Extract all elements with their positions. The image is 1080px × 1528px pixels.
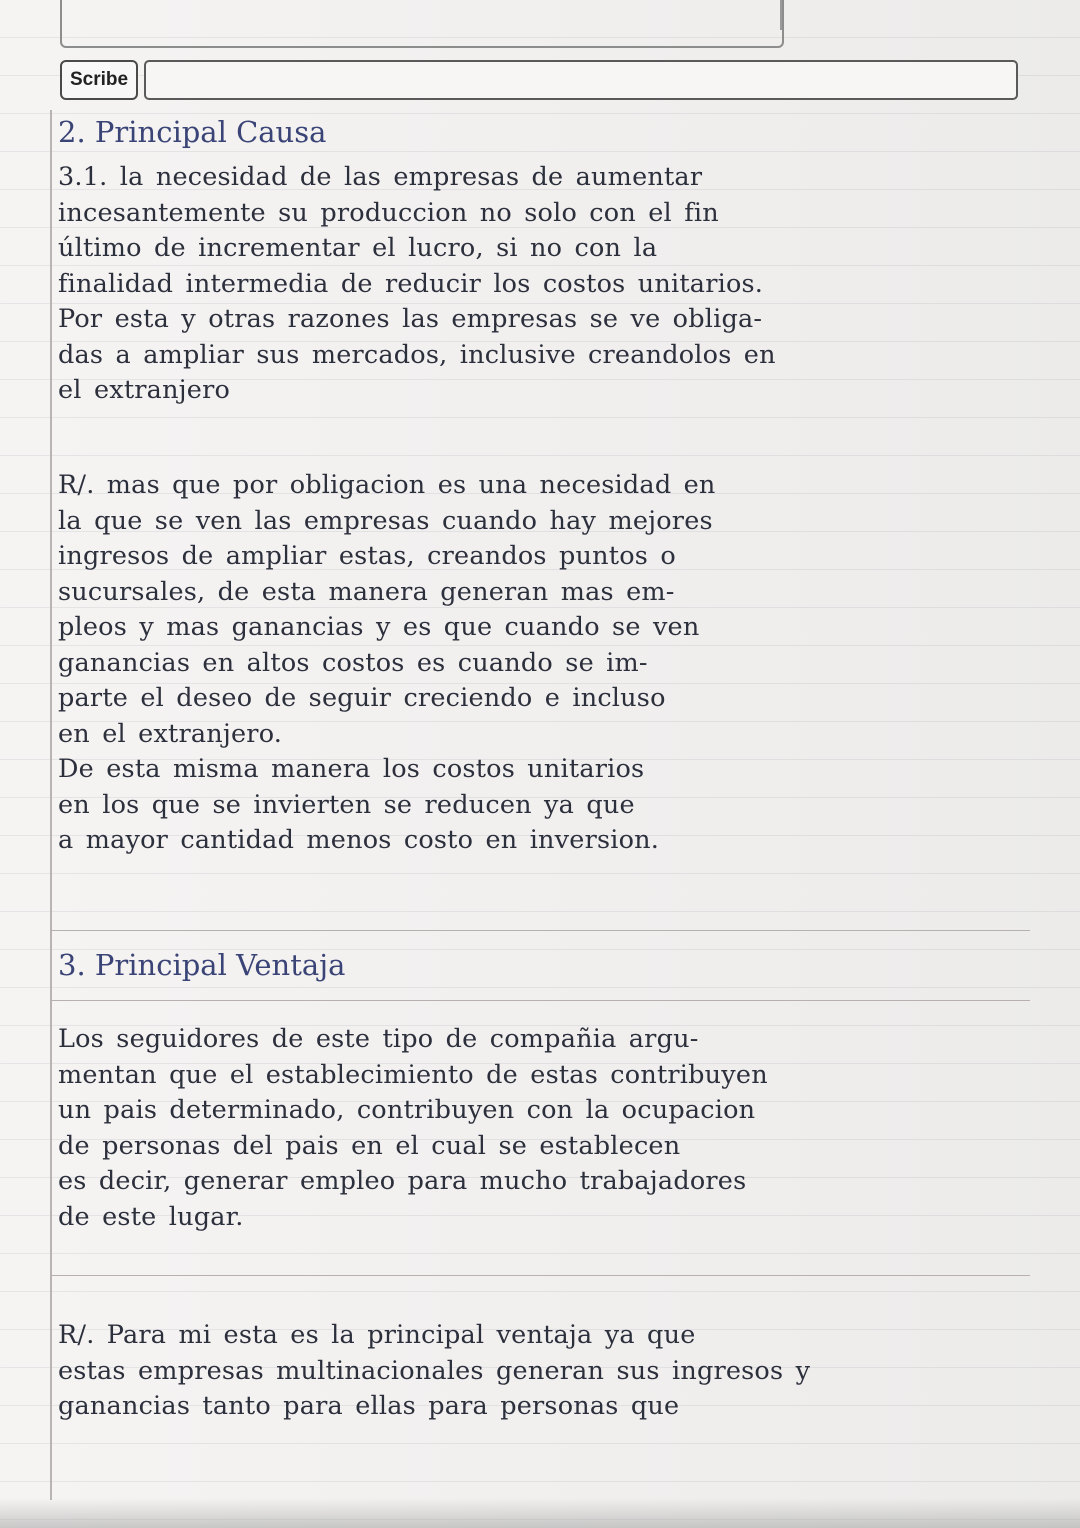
top-frame-right	[780, 0, 1080, 30]
text-line: es decir, generar empleo para mucho trabajadores	[58, 1166, 747, 1196]
scribe-field	[144, 60, 1018, 100]
text-line: mentan que el establecimiento de estas contribuyen	[58, 1059, 768, 1090]
paragraph-ventaja	[58, 1022, 1018, 1235]
text-line: incesantemente su produccion no solo con el fin	[58, 197, 719, 228]
text-line: ganancias tanto para ellas para personas que	[58, 1391, 680, 1421]
scribe-label: Scribe	[60, 60, 138, 100]
paragraph-3-1	[58, 160, 1018, 409]
text-line: parte el deseo de seguir creciendo e incluso	[58, 683, 666, 713]
paragraph-answer-causa	[58, 468, 1018, 859]
text-line: R/. Para mi esta es la principal ventaja ya que	[58, 1320, 696, 1350]
text-line: en el extranjero.	[58, 718, 283, 749]
text-line: ingresos de ampliar estas, creandos puntos o	[58, 541, 676, 571]
top-frame	[60, 0, 784, 48]
margin-line	[50, 110, 52, 1500]
section-divider	[50, 1275, 1030, 1276]
text-line: en los que se invierten se reducen ya que	[58, 789, 635, 820]
text-line: De esta misma manera los costos unitarios	[58, 754, 645, 784]
text-line: Por esta y otras razones las empresas se ve obliga-	[58, 304, 763, 334]
text-line: de personas del pais en el cual se establecen	[58, 1130, 681, 1161]
text-line: de este lugar.	[58, 1201, 244, 1232]
text-line: estas empresas multinacionales generan sus ingresos y	[58, 1355, 811, 1386]
text-line: el extranjero	[58, 375, 231, 405]
text-line: último de incrementar el lucro, si no con la	[58, 233, 658, 263]
section-divider	[50, 930, 1030, 931]
text-line: das a ampliar sus mercados, inclusive creandolos en	[58, 339, 776, 370]
text-line: 3.1. la necesidad de las empresas de aumentar	[58, 162, 703, 192]
text-line: un pais determinado, contribuyen con la ocupacion	[58, 1095, 756, 1125]
text-line: Los seguidores de este tipo de compañia argu-	[58, 1024, 699, 1054]
section-heading-principal-causa: 2. Principal Causa	[58, 115, 327, 149]
text-line: a mayor cantidad menos costo en inversion.	[58, 825, 660, 855]
text-line: sucursales, de esta manera generan mas em-	[58, 576, 675, 607]
section-divider	[50, 1000, 1030, 1001]
section-heading-principal-ventaja: 3. Principal Ventaja	[58, 948, 346, 982]
text-line: pleos y mas ganancias y es que cuando se ven	[58, 612, 700, 642]
text-line: finalidad intermedia de reducir los costos unitarios.	[58, 268, 764, 299]
text-line: ganancias en altos costos es cuando se im-	[58, 647, 648, 678]
paragraph-answer-ventaja	[58, 1318, 1018, 1425]
text-line: R/. mas que por obligacion es una necesidad en	[58, 470, 716, 500]
text-line: la que se ven las empresas cuando hay mejores	[58, 505, 713, 536]
page-bottom-edge	[0, 1498, 1080, 1528]
